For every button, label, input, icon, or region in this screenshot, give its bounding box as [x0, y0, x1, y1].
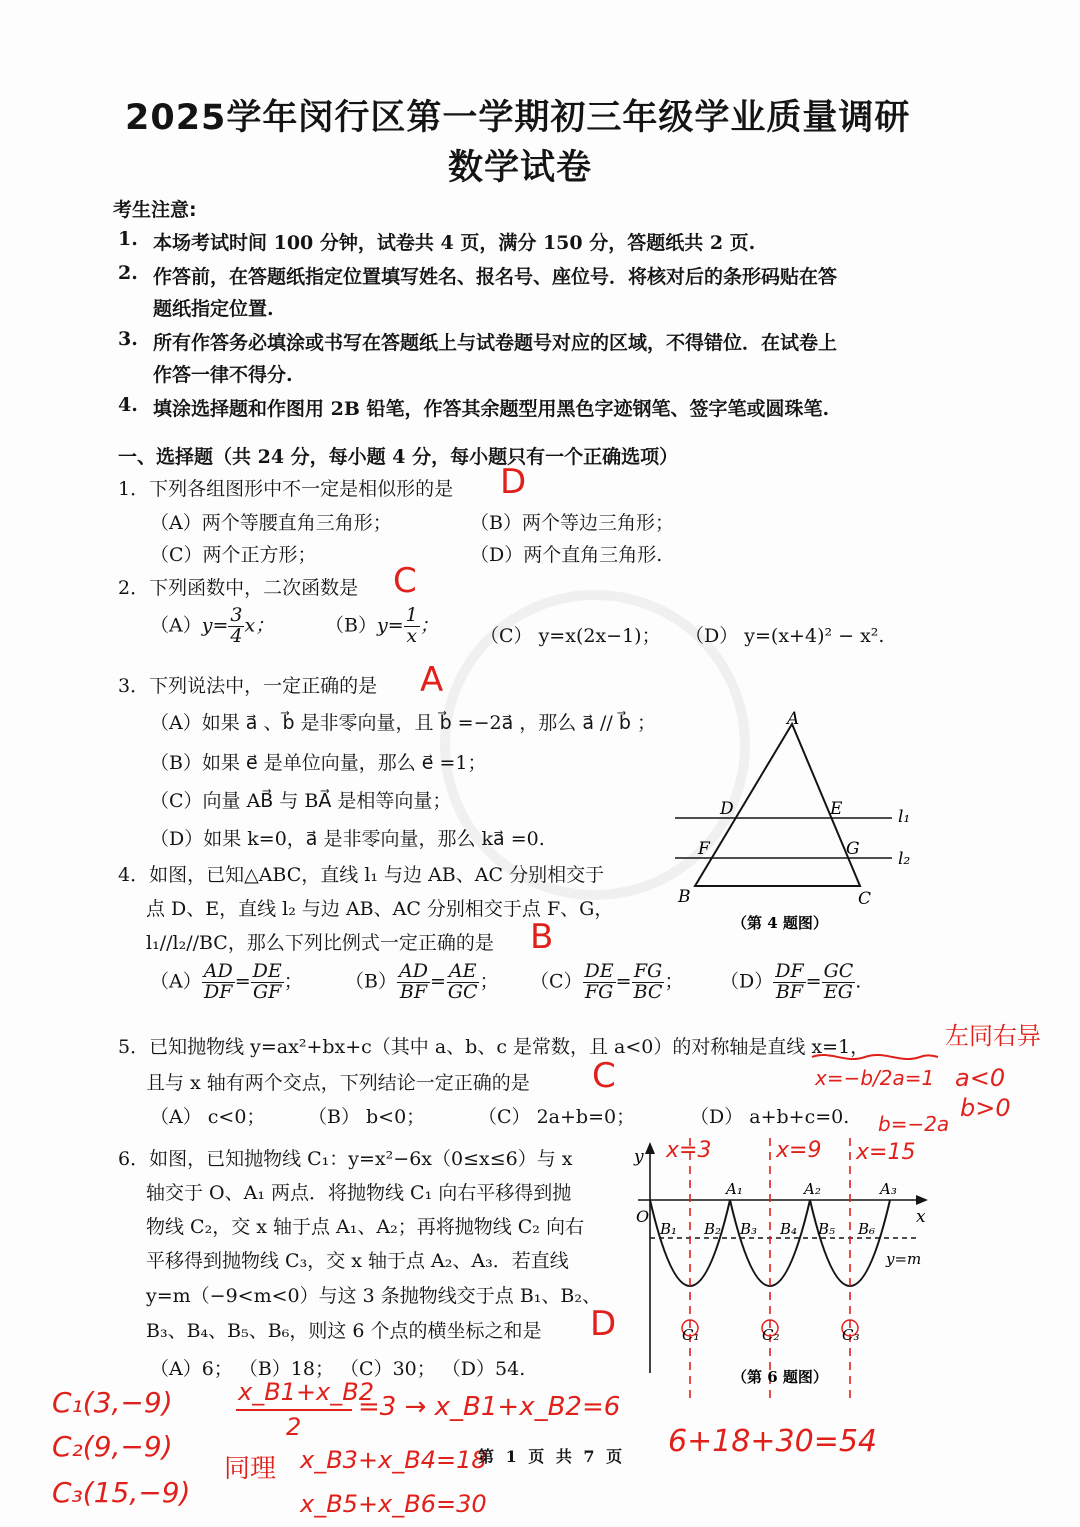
- q2-option-a: （A）y= $\frac{3}{4}$ x；: [150, 604, 275, 647]
- notice-item-text: 本场考试时间 100 分钟，试卷共 4 页，满分 150 分，答题纸共 2 页.: [153, 232, 756, 254]
- q5-line1: 5．已知抛物线 y=ax²+bx+c（其中 a、b、c 是常数，且 a<0）的对称轴是直线 x=1，: [118, 1036, 870, 1058]
- label-c1: C₁: [682, 1326, 700, 1344]
- label-b4: B₄: [780, 1220, 798, 1238]
- q1-answer: D: [500, 462, 527, 502]
- q1-option-c: （C）两个正方形；: [150, 544, 317, 566]
- q6-caption: （第 6 题图）: [732, 1368, 828, 1386]
- q5-axis-note: x=−b/2a=1: [815, 1066, 935, 1090]
- q5-line2: 且与 x 轴有两个交点，下列结论一定正确的是: [146, 1072, 530, 1094]
- q1-stem: 1．下列各组图形中不一定是相似形的是: [118, 478, 454, 500]
- q6-line5: y=m（−9<m<0）与这 3 条抛物线交于点 B₁、B₂、: [146, 1285, 601, 1307]
- exam-subtitle: 数学试卷: [448, 148, 593, 188]
- q6-options: （A）6； （B）18； （C）30； （D）54.: [150, 1358, 526, 1380]
- q6-answer: D: [590, 1304, 617, 1344]
- label-b6: B₆: [858, 1220, 876, 1238]
- label-a: A: [787, 710, 800, 729]
- q3-option-c: （C）向量 AB⃗ 与 BA⃗ 是相等向量；: [150, 790, 452, 812]
- label-g: G: [846, 839, 860, 859]
- hw-c3: C₃(15,−9): [52, 1476, 191, 1509]
- q3-answer: A: [420, 660, 444, 700]
- q3-option-b: （B）如果 e⃗ 是单位向量，那么 e⃗ =1；: [150, 752, 487, 774]
- label-b5: B₅: [818, 1220, 836, 1238]
- q6-line1: 6．如图，已知抛物线 C₁：y=x²−6x（0≤x≤6）与 x: [118, 1148, 573, 1170]
- q4-answer: B: [530, 917, 554, 957]
- q2-option-c: （C） y=x(2x−1)；: [480, 625, 661, 647]
- label-c: C: [858, 889, 872, 909]
- label-a2: A₂: [804, 1180, 821, 1198]
- hw-frac-den: 2: [286, 1413, 302, 1441]
- hw-eq1: =3 → x_B1+x_B2=6: [358, 1392, 621, 1422]
- q4-caption: （第 4 题图）: [732, 914, 828, 932]
- q4-figure: [660, 710, 930, 940]
- hw-tongli: 同理: [224, 1454, 277, 1484]
- q5-b-note: b=−2a: [878, 1112, 950, 1136]
- q6-x3-note: x=3: [666, 1138, 712, 1163]
- label-o: O: [636, 1207, 650, 1226]
- label-f: F: [698, 839, 710, 859]
- q1-option-b: （B）两个等边三角形；: [470, 512, 674, 534]
- label-a3: A₃: [880, 1180, 897, 1198]
- q5-answer: C: [592, 1056, 616, 1096]
- section-heading: 一、选择题（共 24 分，每小题 4 分，每小题只有一个正确选项）: [118, 446, 679, 468]
- q5-b-positive: b>0: [960, 1094, 1011, 1122]
- hw-frac-bar: [236, 1409, 352, 1411]
- label-b1: B₁: [660, 1220, 678, 1238]
- q3-option-a: （A）如果 a⃗ 、b⃗ 是非零向量，且 b⃗ =−2a⃗ ，那么 a⃗ // b⃗ ；: [150, 712, 656, 734]
- notice-item-num: 4.: [118, 394, 138, 416]
- hw-eq2: x_B3+x_B4=18: [300, 1446, 487, 1474]
- q4-option-c: （C） $\frac{DE}{FG}$ = $\frac{FG}{BC}$ ；: [530, 960, 684, 1003]
- label-y: y: [634, 1147, 644, 1167]
- q5-option-a: （A） c<0；: [150, 1106, 266, 1128]
- notice-item-text-cont: 作答一律不得分.: [153, 364, 293, 386]
- label-e: E: [830, 799, 843, 819]
- notice-item-text: 填涂选择题和作图用 2B 铅笔，作答其余题型用黑色字迹钢笔、签字笔或圆珠笔.: [153, 398, 830, 420]
- label-b2: B₂: [704, 1220, 722, 1238]
- q3-stem: 3．下列说法中，一定正确的是: [118, 675, 378, 697]
- q6-line4: 平移得到抛物线 C₃，交 x 轴于点 A₂、A₃．若直线: [146, 1250, 569, 1272]
- label-x: x: [916, 1207, 926, 1227]
- q2-answer: C: [393, 561, 417, 601]
- q5-a-note: a<0: [955, 1064, 1006, 1092]
- q4-option-b: （B） $\frac{AD}{BF}$ = $\frac{AE}{GC}$ ；: [345, 960, 499, 1003]
- x-axis-arrow: [916, 1195, 928, 1205]
- q2-option-d: （D） y=(x+4)² − x².: [685, 625, 885, 647]
- notice-item-text: 所有作答务必填涂或书写在答题纸上与试卷题号对应的区域，不得错位．在试卷上: [153, 332, 838, 354]
- q3-option-d: （D）如果 k=0，a⃗ 是非零向量，那么 ka⃗ =0.: [150, 828, 545, 850]
- label-l2: l₂: [898, 849, 911, 869]
- q4-option-d: （D） $\frac{DF}{BF}$ = $\frac{GC}{EG}$ .: [720, 960, 862, 1003]
- hw-frac-num: x_B1+x_B2: [238, 1378, 374, 1406]
- q2-option-b: （B）y= $\frac{1}{x}$ ；: [325, 604, 439, 647]
- page-footer: 第 1 页 共 7 页: [478, 1447, 626, 1466]
- q1-option-d: （D）两个直角三角形.: [470, 544, 663, 566]
- q1-option-a: （A）两个等腰直角三角形；: [150, 512, 392, 534]
- hw-eq3: x_B5+x_B6=30: [300, 1490, 487, 1518]
- q5-underline: [810, 1050, 940, 1064]
- q5-option-c: （C） 2a+b=0；: [478, 1106, 636, 1128]
- notice-heading: 考生注意:: [113, 199, 197, 221]
- y-axis-arrow: [645, 1142, 655, 1154]
- q5-option-d: （D） a+b+c=0.: [690, 1106, 850, 1128]
- notice-item-text: 作答前，在答题纸指定位置填写姓名、报名号、座位号．将核对后的条形码贴在答: [153, 266, 838, 288]
- label-l1: l₁: [898, 807, 911, 827]
- hw-c1: C₁(3,−9): [52, 1386, 173, 1419]
- notice-item-num: 3.: [118, 328, 138, 350]
- label-c2: C₂: [762, 1326, 780, 1344]
- label-y-m: y=m: [886, 1250, 922, 1268]
- q6-x9-note: x=9: [776, 1138, 822, 1163]
- label-b: B: [678, 887, 691, 907]
- q4-option-a: （A） $\frac{AD}{DF}$ = $\frac{DE}{GF}$ ；: [150, 960, 303, 1003]
- notice-item-num: 2.: [118, 262, 138, 284]
- q4-line1: 4．如图，已知△ABC，直线 l₁ 与边 AB、AC 分别相交于: [118, 864, 605, 886]
- label-c3: C₃: [842, 1326, 860, 1344]
- notice-item-num: 1.: [118, 228, 138, 250]
- hw-sum: 6+18+30=54: [668, 1424, 878, 1459]
- q6-x15-note: x=15: [856, 1140, 916, 1165]
- hw-c2: C₂(9,−9): [52, 1430, 173, 1463]
- q5-option-b: （B） b<0；: [308, 1106, 426, 1128]
- q6-line3: 物线 C₂，交 x 轴于点 A₁、A₂；再将抛物线 C₂ 向右: [146, 1216, 584, 1238]
- label-a1: A₁: [726, 1180, 743, 1198]
- q6-figure: [630, 1138, 950, 1398]
- label-b3: B₃: [740, 1220, 758, 1238]
- q6-line6: B₃、B₄、B₅、B₆，则这 6 个点的横坐标之和是: [146, 1320, 542, 1342]
- exam-title: 2025学年闵行区第一学期初三年级学业质量调研: [125, 98, 911, 138]
- q4-line2: 点 D、E，直线 l₂ 与边 AB、AC 分别相交于点 F、G，: [146, 898, 614, 920]
- q5-note: 左同右异: [945, 1022, 1041, 1050]
- notice-item-text-cont: 题纸指定位置.: [153, 298, 274, 320]
- q6-line2: 轴交于 O、A₁ 两点．将抛物线 C₁ 向右平移得到抛: [146, 1182, 572, 1204]
- q4-line3: l₁//l₂//BC，那么下列比例式一定正确的是: [146, 932, 494, 954]
- label-d: D: [720, 799, 734, 819]
- q2-stem: 2．下列函数中，二次函数是: [118, 577, 359, 599]
